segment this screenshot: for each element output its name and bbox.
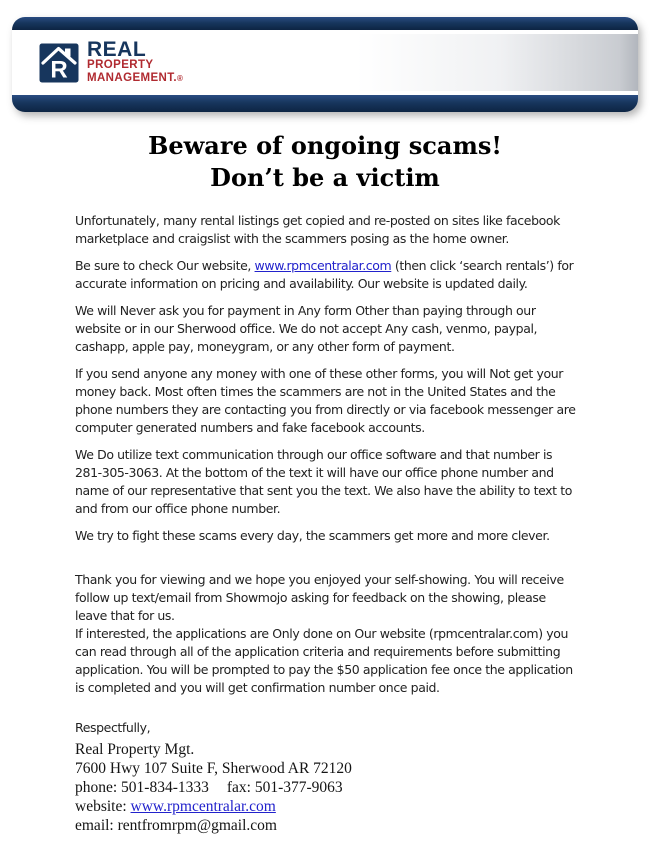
website-line — [75, 797, 580, 816]
applications-text: If interested, the applications are Only done on Our website (rpmcentralar.com) you can read through all of the application criteria and requirements before submitting application. You will be prompted to pay the $50 application fee once the application is completed and you will get confirmation number once paid. — [75, 626, 573, 695]
signature-block — [75, 719, 580, 835]
paragraph-fight-scams: We try to fight these scams every day, the scammers get more and more clever. — [75, 528, 550, 543]
check-website-text-before: Be sure to check Our website, — [75, 258, 255, 273]
page-title — [0, 130, 650, 194]
thank-you-text: Thank you for viewing and we hope you enjoyed your self-showing. You will receive follow up text/email from Showmojo asking for feedback on the showing, please leave that for us. — [75, 572, 564, 623]
brand-word-real: REAL — [87, 38, 147, 61]
email-address: rentfromrpm@gmail.com — [117, 817, 277, 834]
rpm-logo — [39, 40, 183, 85]
brand-word-property: PROPERTY — [87, 59, 154, 71]
email-label: email: — [75, 817, 118, 834]
banner-logo-band — [12, 34, 638, 91]
brand-banner — [12, 17, 638, 112]
banner-bottom-stripe — [12, 95, 638, 112]
website-label: website: — [75, 798, 131, 815]
fax-number: fax: 501-377-9063 — [226, 779, 343, 796]
phone-fax-line — [75, 778, 580, 797]
paragraph-payment-policy: We will Never ask you for payment in Any form Other than paying through our website or in our Sherwood office. We do not accept Any cash, venmo, paypal, cashapp, apple pay, moneygram, or any other form of payment. — [75, 303, 538, 354]
contact-info — [75, 740, 580, 835]
letter-body — [75, 212, 580, 697]
paragraph-listings-copied: Unfortunately, many rental listings get copied and re-posted on sites like facebook marketplace and craigslist with the scammers posing as the home owner. — [75, 213, 560, 246]
rpm-house-r-icon — [39, 43, 79, 83]
paragraph-thank-you-and-applications — [75, 571, 580, 697]
company-address: 7600 Hwy 107 Suite F, Sherwood AR 72120 — [75, 760, 352, 777]
check-website-text-after: (then click ‘search rentals’) for accurate information on pricing and availability. Our website is updated daily. — [75, 258, 574, 291]
salutation: Respectfully, — [75, 720, 151, 735]
registered-trademark-mark: ® — [177, 73, 183, 83]
email-line — [75, 816, 580, 835]
paragraph-check-website — [75, 257, 580, 293]
company-name: Real Property Mgt. — [75, 741, 195, 758]
footer-website-link[interactable]: www.rpmcentralar.com — [130, 798, 276, 815]
banner-top-stripe — [12, 17, 638, 30]
svg-text:R: R — [50, 56, 68, 83]
paragraph-money-back-warning: If you send anyone any money with one of these other forms, you will Not get your money back. Most often times the scammers are not in the United States and the phone numbers they are contacting you from directly or via facebook messenger are computer generated numbers and fake facebook accounts. — [75, 366, 576, 435]
phone-number: phone: 501-834-1333 — [75, 779, 209, 796]
rpm-logo-wordmark — [87, 40, 183, 85]
title-line-1: Beware of ongoing scams! — [148, 131, 502, 160]
title-line-2: Don’t be a victim — [210, 163, 440, 192]
brand-word-management — [87, 72, 183, 86]
website-link[interactable]: www.rpmcentralar.com — [254, 258, 392, 273]
brand-word-management-text: MANAGEMENT. — [87, 71, 178, 84]
paragraph-text-communication: We Do utilize text communication through our office software and that number is 281-305-3063. At the bottom of the text it will have our office phone number and name of our representative that sent you the text. We also have the ability to text to and from our office phone number. — [75, 447, 572, 516]
